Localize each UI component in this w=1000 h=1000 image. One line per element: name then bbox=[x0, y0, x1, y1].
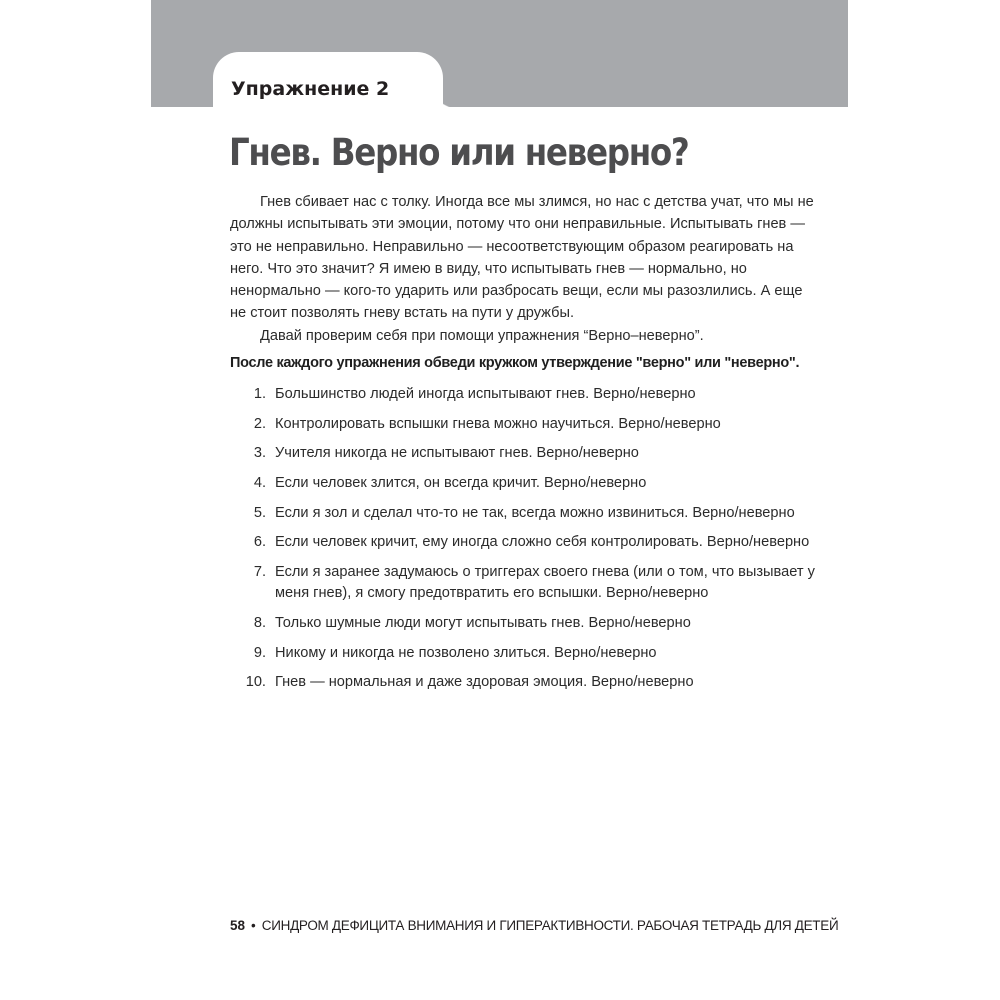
item-number: 8. bbox=[253, 614, 266, 631]
page-footer bbox=[230, 918, 838, 933]
list-item bbox=[243, 532, 833, 553]
item-text: Если человек кричит, ему иногда сложно себя контролировать. Верно/неверно bbox=[275, 534, 810, 551]
item-text: Никому и никогда не позволено злиться. Верно/неверно bbox=[275, 644, 657, 661]
item-number: 1. bbox=[253, 386, 266, 402]
list-item bbox=[243, 503, 833, 524]
item-number: 3. bbox=[253, 445, 266, 462]
item-text: Большинство людей иногда испытывают гнев. Верно/неверно bbox=[275, 386, 696, 402]
intro-paragraph-2: Давай проверим себя при помощи упражнения “Верно–неверно”. bbox=[260, 327, 704, 344]
item-text: Учителя никогда не испытывают гнев. Верно/неверно bbox=[275, 445, 639, 462]
statement-list bbox=[243, 384, 833, 702]
list-item bbox=[243, 643, 833, 664]
item-text: Если я заранее задумаюсь о триггерах своего гнева (или о том, что вызывает у меня гнев), я смогу предотвратить его вспышки. Верно/неверно bbox=[275, 564, 815, 602]
item-text: Только шумные люди могут испытывать гнев. Верно/неверно bbox=[275, 614, 691, 631]
item-text: Контролировать вспышки гнева можно научиться. Верно/неверно bbox=[275, 415, 721, 432]
item-text: Если человек злится, он всегда кричит. Верно/неверно bbox=[275, 475, 647, 492]
instruction-text: После каждого упражнения обведи кружком утверждение "верно" или "неверно". bbox=[230, 355, 800, 371]
item-number: 9. bbox=[253, 644, 266, 661]
list-item bbox=[243, 443, 833, 464]
list-item bbox=[243, 613, 833, 634]
item-number: 4. bbox=[253, 475, 266, 492]
intro-text bbox=[230, 191, 820, 347]
item-text: Если я зол и сделал что-то не так, всегда можно извиниться. Верно/неверно bbox=[275, 504, 795, 521]
page-title: Гнев. Верно или неверно? bbox=[229, 131, 689, 174]
list-item bbox=[243, 473, 833, 494]
item-number: 5. bbox=[253, 504, 266, 521]
list-item bbox=[243, 562, 833, 604]
document-page bbox=[151, 0, 848, 1000]
list-item bbox=[243, 384, 833, 405]
exercise-label: Упражнение 2 bbox=[231, 78, 390, 100]
item-text: Гнев — нормальная и даже здоровая эмоция. Верно/неверно bbox=[275, 674, 694, 691]
intro-paragraph-1: Гнев сбивает нас с толку. Иногда все мы злимся, но нас с детства учат, что мы не должны испытывать эти эмоции, потому что они неправильные. Испытывать гнев — это не неправильно. Неправильно — несоответствующим образом реагировать на него. Что это значит? Я имею в виду, что испытывать гнев — нормально, но ненормально — кого-то ударить или разбросать вещи, если мы разозлились. А еще не стоит позволять гневу встать на пути у дружбы. bbox=[230, 194, 814, 322]
list-item bbox=[243, 414, 833, 435]
item-number: 6. bbox=[253, 534, 266, 551]
item-number: 10. bbox=[245, 674, 266, 691]
item-number: 7. bbox=[253, 564, 266, 581]
item-number: 2. bbox=[253, 415, 266, 432]
list-item bbox=[243, 672, 833, 693]
book-title: СИНДРОМ ДЕФИЦИТА ВНИМАНИЯ И ГИПЕРАКТИВНОСТИ. РАБОЧАЯ ТЕТРАДЬ ДЛЯ ДЕТЕЙ bbox=[261, 918, 839, 933]
page-number: 58 bbox=[230, 918, 246, 933]
footer-bullet: • bbox=[251, 918, 256, 933]
